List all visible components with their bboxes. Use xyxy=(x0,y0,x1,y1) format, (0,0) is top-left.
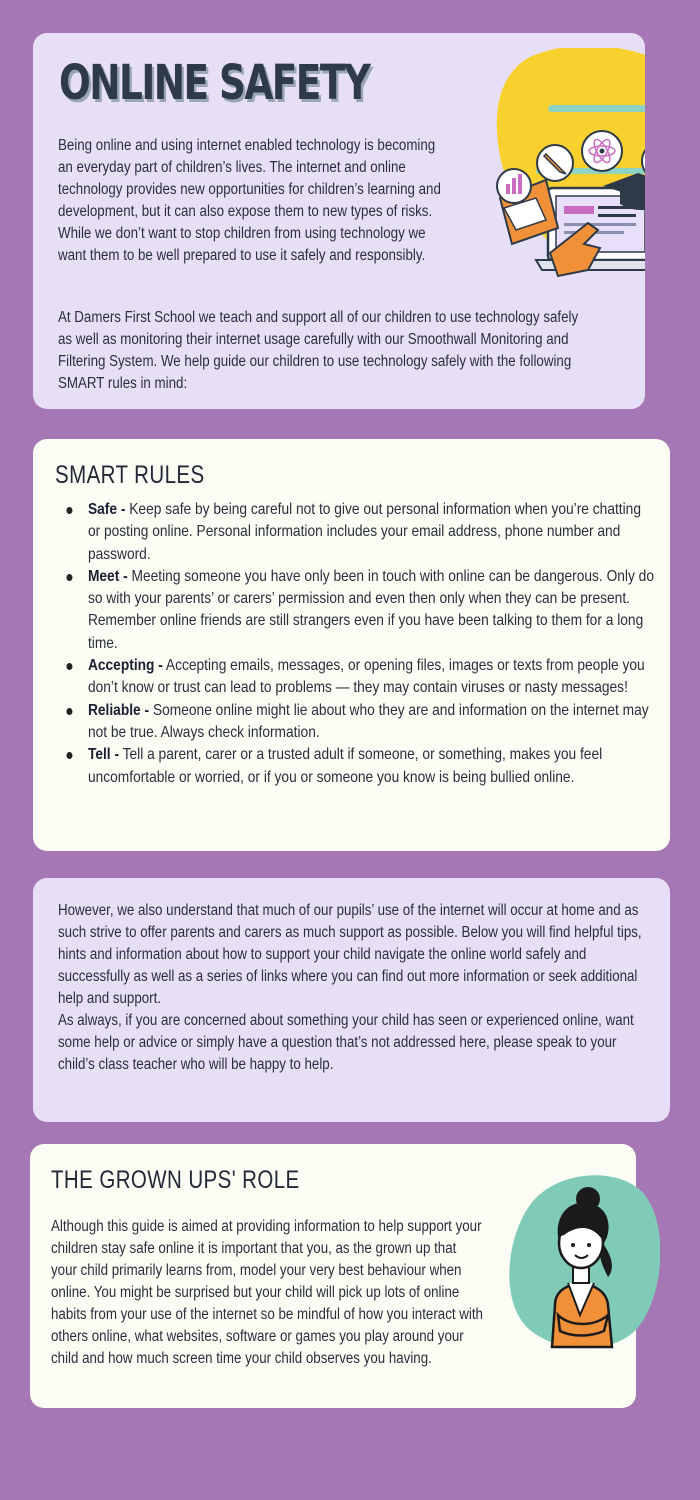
rule-text: Someone online might lie about who they are and information on the internet may not be true. Always check information. xyxy=(87,701,649,741)
rule-label: Reliable - xyxy=(87,701,150,719)
rule-label: Meet - xyxy=(87,567,128,585)
grownups-paragraph: Although this guide is aimed at providing information to help support your children stay safe online it is important that you, as the grown up that your child primarily learns from, model your very best behaviour when online. You might be surprised but your child will pick up lots of online habits from your use of the internet so be mindful of how you interact with others online, what websites, software or games you play around your child and how much screen time your child observes you having. xyxy=(51,1218,483,1367)
rule-safe xyxy=(63,499,655,566)
rule-text: Tell a parent, carer or a trusted adult if someone, or something, makes you feel uncomfortable or worried, or if you or someone you know is being bullied online. xyxy=(87,746,603,786)
rule-tell xyxy=(63,744,655,789)
rule-reliable xyxy=(63,700,655,745)
support-paragraph: However, we also understand that much of our pupils’ use of the internet will occur at home and as such strive to offer parents and carers as much support as possible. Below you will find helpful tips, hints and information about how to support your child navigate the online world safely and successfully as well as a series of links where you can find out more information or seek additional help and support. xyxy=(58,902,642,1007)
grownups-heading: THE GROWN UPS' ROLE xyxy=(51,1166,300,1194)
school-paragraph: At Damers First School we teach and support all of our children to use technology safely as well as monitoring their internet usage carefully with our Smoothwall Monitoring and Filtering System. We help guide our children to use technology safely with the following SMART rules in mind: xyxy=(58,309,579,392)
pencil-icon xyxy=(537,145,573,181)
rule-label: Tell - xyxy=(87,746,120,764)
rule-text: Accepting emails, messages, or opening files, images or texts from people you don’t know or trust can lead to problems — they may contain viruses or nasty messages! xyxy=(87,657,645,697)
bar-chart-icon xyxy=(497,169,531,203)
atom-icon xyxy=(582,131,622,171)
page-title: ONLINE SAFETY xyxy=(59,55,370,111)
rule-accepting xyxy=(63,655,655,700)
intro-paragraph: Being online and using internet enabled technology is becoming an everyday part of children’s lives. The internet and online technology provides new opportunities for children’s learning and development, but it can also expose them to new types of risks. While we don’t want to stop children from using technology we want them to be well prepared to use it safely and responsibly. xyxy=(58,137,441,264)
rule-meet xyxy=(63,566,655,655)
smart-rules-heading: SMART RULES xyxy=(55,461,205,489)
technology-learning-illustration xyxy=(488,48,645,282)
smart-rules-card xyxy=(33,439,670,851)
rule-label: Safe - xyxy=(87,501,126,518)
support-card xyxy=(33,878,670,1122)
contact-paragraph: As always, if you are concerned about something your child has seen or experienced online, want some help or advice or simply have a question that’s not addressed here, please speak to your child’s class teacher who will be happy to help. xyxy=(58,1012,634,1073)
smart-rules-list xyxy=(63,499,655,789)
rule-text: Keep safe by being careful not to give out personal information when you’re chatting or posting online. Personal information includes your email address, phone number and password. xyxy=(87,501,641,563)
parent-illustration xyxy=(500,1165,660,1355)
rule-text: Meeting someone you have only been in touch with online can be dangerous. Only do so with your parents’ or carers’ permission and even then only when they can be present. Remember online friends are still strangers even if you have been talking to them for a long time. xyxy=(87,567,654,652)
intro-card xyxy=(33,33,645,409)
rule-label: Accepting - xyxy=(87,657,163,675)
